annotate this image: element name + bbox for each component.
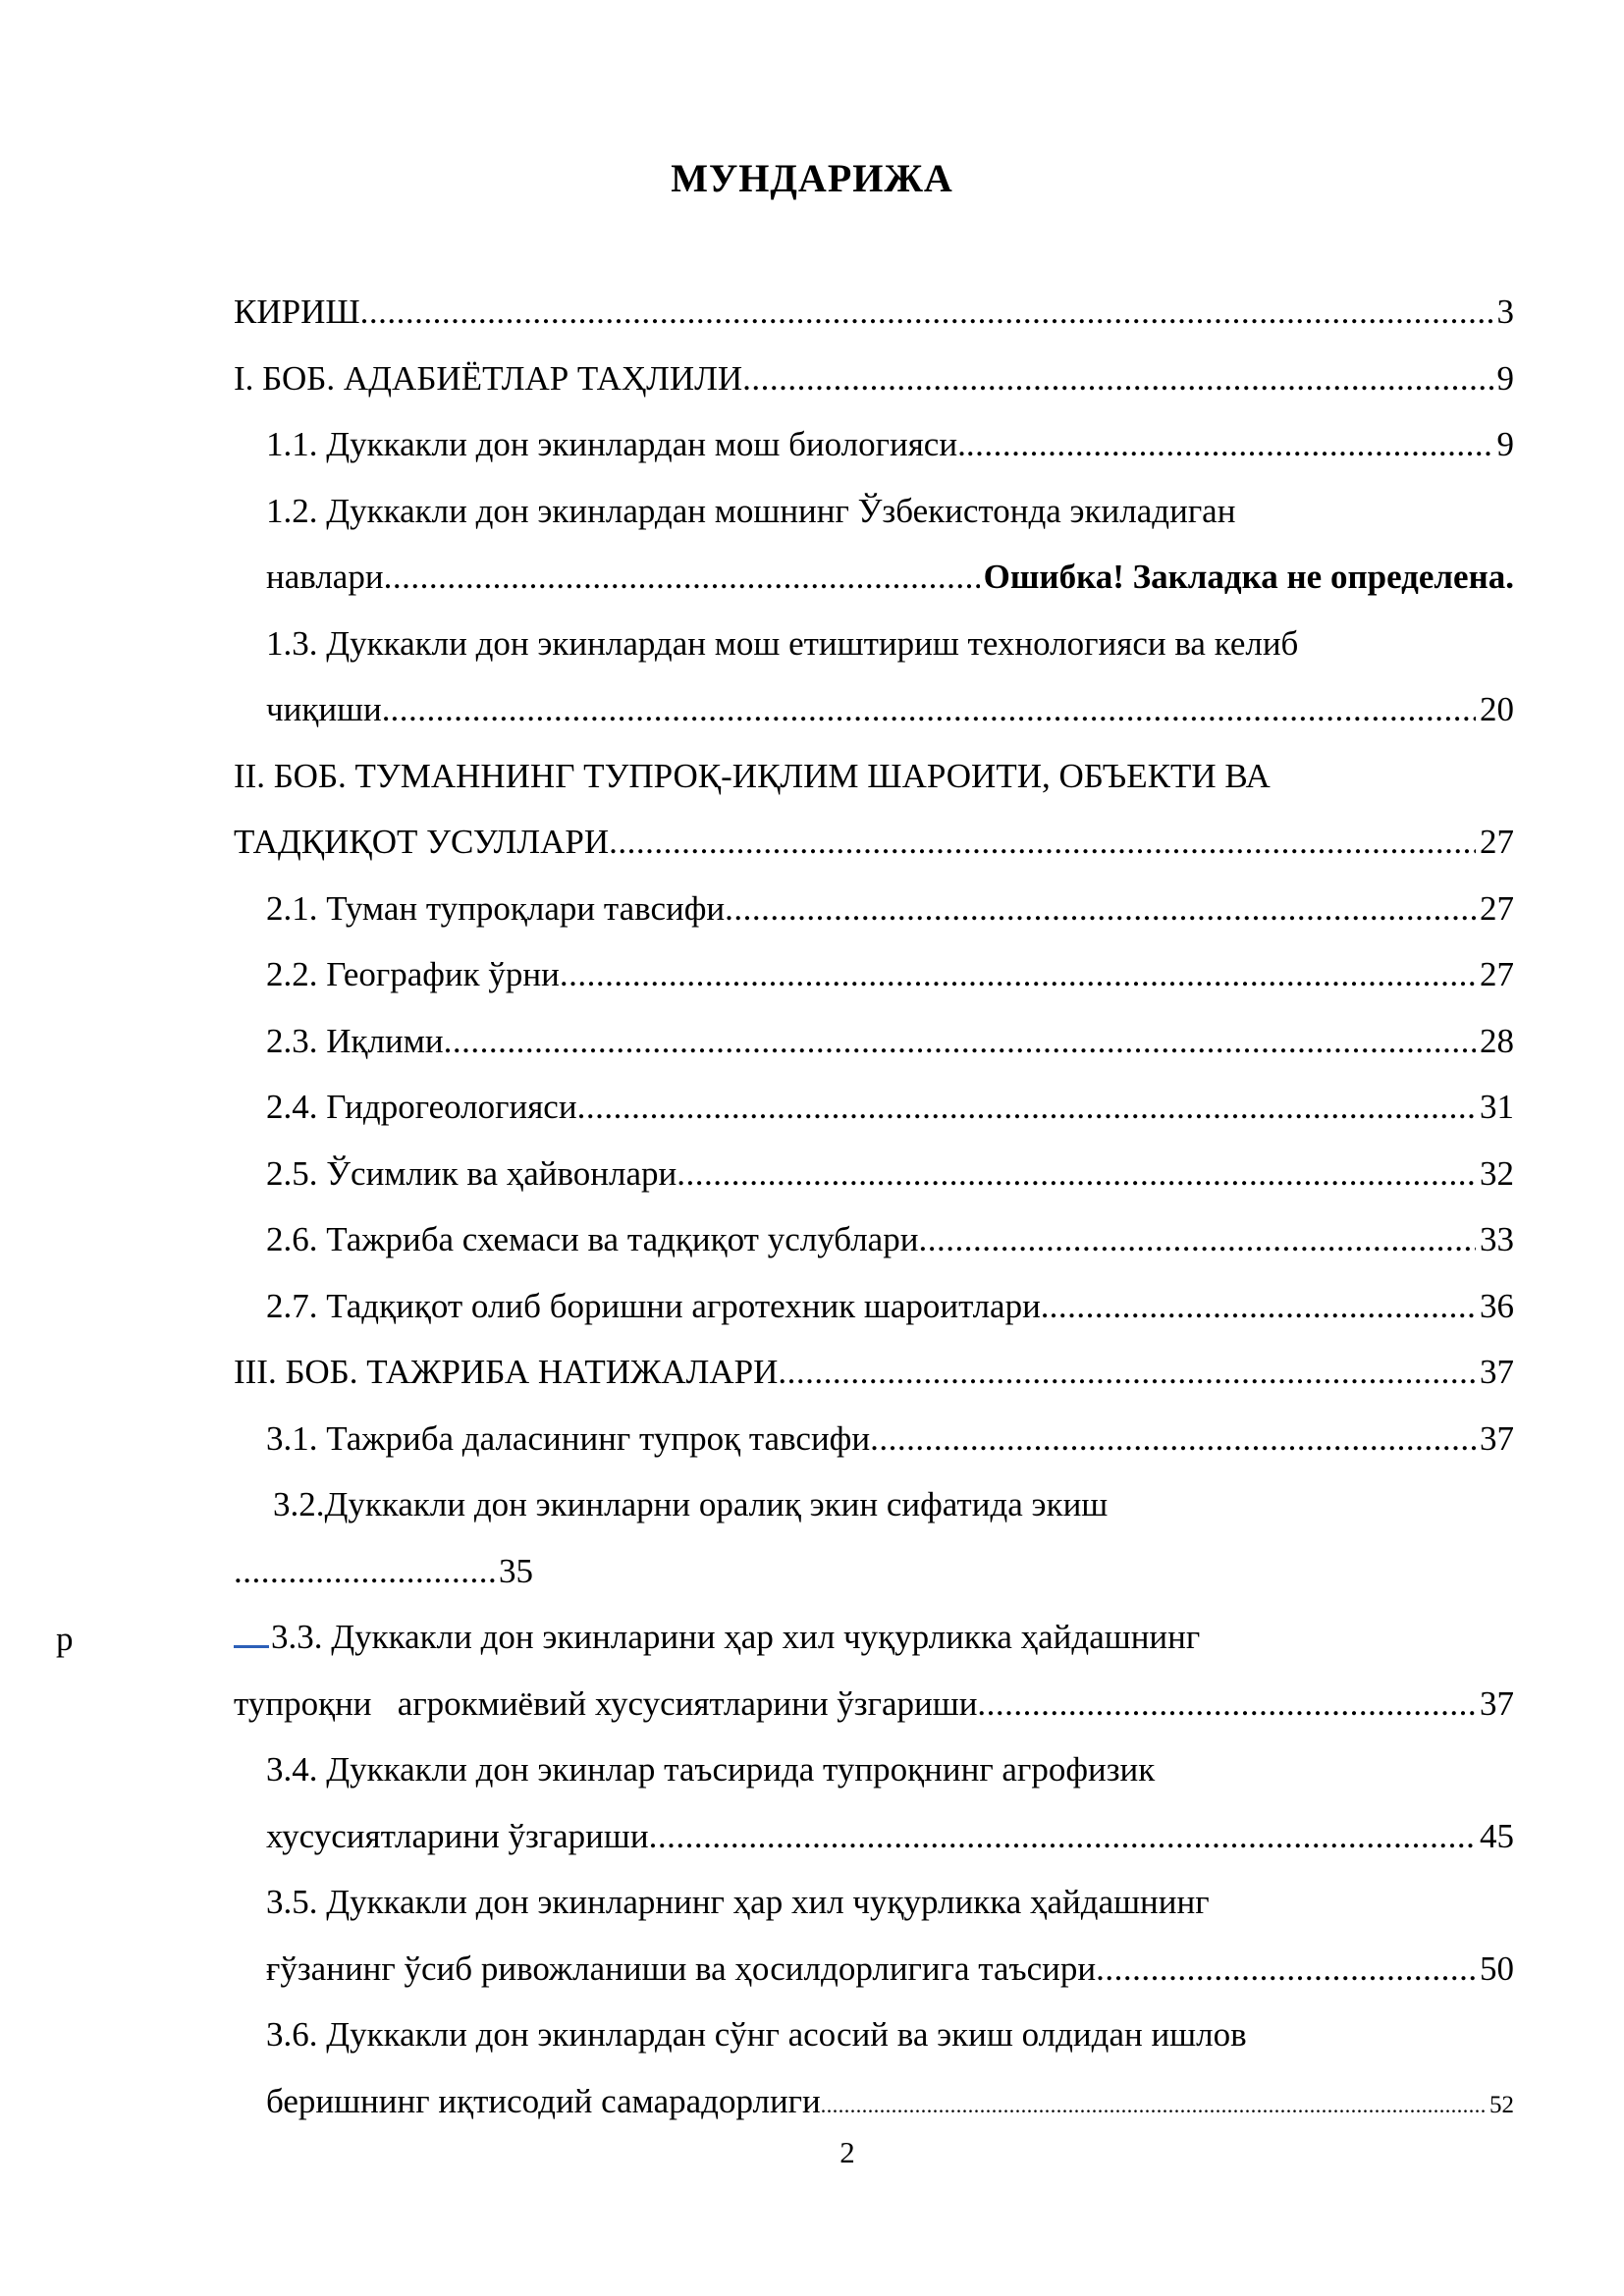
toc-entry-3-2[interactable]: 3.2.Дуккакли дон экинларни оралиқ экин сифатида экиш — [273, 1485, 1109, 1523]
page-number: 2 — [839, 2135, 855, 2169]
toc-entry-3-4[interactable]: 3.4. Дуккакли дон экинлар таъсирида тупроқнинг агрофизик — [266, 1750, 1156, 1789]
toc-entry-3-6[interactable]: 3.6. Дуккакли дон экинлардан сўнг асосий ва экиш олдидан ишлов — [266, 2015, 1247, 2054]
page-title: МУНДАРИЖА — [671, 156, 953, 200]
toc-entry-1-3[interactable]: 1.3. Дуккакли дон экинлардан мош етиштириш технологияси ва келиб — [266, 623, 1299, 663]
toc-entry-2-3[interactable]: 2.3. Иқлими ..... 28 — [234, 1008, 1514, 1075]
toc-entry-2-1[interactable]: 2.1. Туман тупроқлари тавсифи ..... 27 — [234, 876, 1514, 942]
toc-entry-3-3-cont[interactable]: тупроқни агрокмиёвий хусусиятларини ўзгариши ..... 37 — [234, 1671, 1514, 1737]
toc-entry-2-4[interactable]: 2.4. Гидрогеологияси ..... 31 — [234, 1074, 1514, 1141]
toc-entry-3-5-cont[interactable]: ғўзанинг ўсиб ривожланиши ва ҳосилдорлигига таъсири ..... 50 — [234, 1936, 1514, 2002]
toc-entry-3-1[interactable]: 3.1. Тажриба даласининг тупроқ тавсифи ..... 37 — [234, 1406, 1514, 1472]
toc-entry-chapter-1[interactable]: I. БОБ. АДАБИЁТЛАР ТАҲЛИЛИ ..... 9 — [234, 346, 1514, 412]
tab-underline-marker — [234, 1618, 269, 1648]
toc-entry-3-4-cont[interactable]: хусусиятларини ўзгариши ..... 45 — [234, 1803, 1514, 1870]
toc-entry-1-2[interactable]: 1.2. Дуккакли дон экинлардан мошнинг Ўзбекистонда экиладиган — [266, 491, 1236, 530]
toc-entry-3-6-cont[interactable]: беришнинг иқтисодий самарадорлиги ..... 52 — [234, 2068, 1514, 2135]
toc-entry-1-3-cont[interactable]: чиқиши. ..... 20 — [234, 676, 1514, 743]
bookmark-error-text: Ошибка! Закладка не определена. — [983, 558, 1514, 596]
toc-entry-2-7[interactable]: 2.7. Тадқиқот олиб боришни агротехник шароитлари. ..... 36 — [234, 1273, 1514, 1340]
toc-entry-2-5[interactable]: 2.5. Ўсимлик ва ҳайвонлари ..... 32 — [234, 1141, 1514, 1207]
toc-entry-1-2-cont[interactable]: навлари ..... Ошибка! Закладка не определена. — [234, 544, 1514, 611]
toc-entry-chapter-2[interactable]: II. БОБ. ТУМАННИНГ ТУПРОҚ-ИҚЛИМ ШАРОИТИ, ОБЪЕКТИ ВА — [234, 756, 1271, 795]
toc-entry-3-2-cont[interactable]: ..... 35 — [234, 1538, 1514, 1605]
toc-entry-introduction[interactable]: КИРИШ ..... 3 — [234, 279, 1514, 346]
toc-entry-chapter-2-cont[interactable]: ТАДҚИҚОТ УСУЛЛАРИ ..... 27 — [234, 809, 1514, 876]
toc-entry-chapter-3[interactable]: III. БОБ. ТАЖРИБА НАТИЖАЛАРИ ..... 37 — [234, 1339, 1514, 1406]
toc-entry-1-1[interactable]: 1.1. Дуккакли дон экинлардан мош биологияси. ..... 9 — [234, 411, 1514, 478]
toc-entry-3-3[interactable]: 3.3. Дуккакли дон экинларини ҳар хил чуқурликка ҳайдашнинг — [234, 1604, 1514, 1671]
table-of-contents — [234, 279, 1514, 2134]
toc-entry-3-5[interactable]: 3.5. Дуккакли дон экинларнинг ҳар хил чуқурликка ҳайдашнинг — [266, 1883, 1210, 1921]
margin-mark: р — [56, 1620, 74, 1658]
toc-entry-2-2[interactable]: 2.2. Географик ўрни ..... 27 — [234, 941, 1514, 1008]
toc-entry-2-6[interactable]: 2.6. Тажриба схемаси ва тадқиқот услублари ..... 33 — [234, 1206, 1514, 1273]
